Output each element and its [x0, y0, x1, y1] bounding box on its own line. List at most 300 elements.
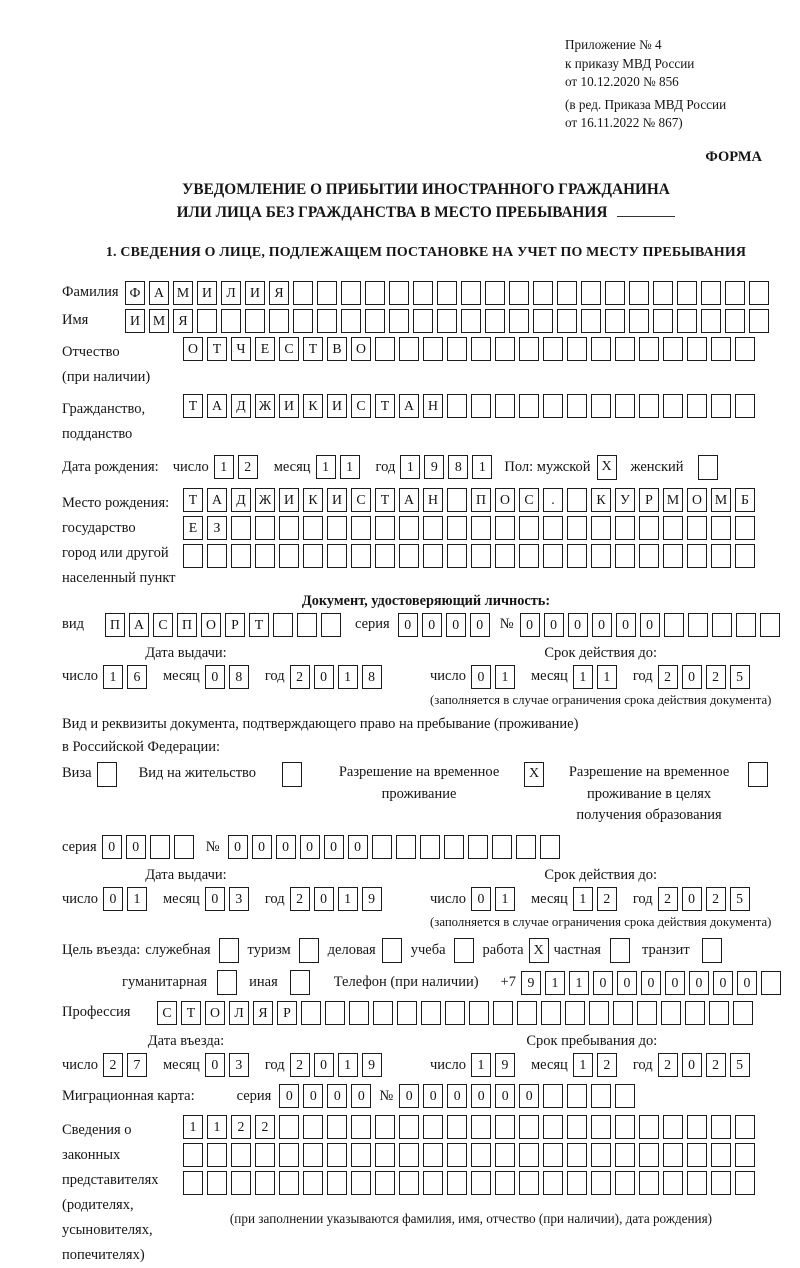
char-box[interactable] — [663, 1143, 683, 1167]
char-box[interactable]: Л — [229, 1001, 249, 1025]
char-box[interactable] — [372, 835, 392, 859]
char-box[interactable]: Т — [183, 394, 203, 418]
char-box[interactable] — [469, 1001, 489, 1025]
char-box[interactable]: 9 — [362, 887, 382, 911]
char-box[interactable]: 2 — [706, 1053, 726, 1077]
char-box[interactable]: 0 — [300, 835, 320, 859]
char-box[interactable] — [677, 281, 697, 305]
char-box[interactable] — [736, 613, 756, 637]
char-box[interactable] — [639, 337, 659, 361]
char-box[interactable] — [423, 516, 443, 540]
char-box[interactable]: 0 — [471, 887, 491, 911]
char-box[interactable]: 2 — [103, 1053, 123, 1077]
char-box[interactable]: 0 — [592, 613, 612, 637]
char-box[interactable]: И — [327, 394, 347, 418]
char-box[interactable] — [279, 1171, 299, 1195]
char-box[interactable]: 3 — [229, 1053, 249, 1077]
char-box[interactable] — [303, 1115, 323, 1139]
char-box[interactable] — [615, 544, 635, 568]
char-box[interactable] — [495, 544, 515, 568]
char-box[interactable] — [351, 1171, 371, 1195]
char-box[interactable]: Т — [375, 394, 395, 418]
char-box[interactable]: 0 — [616, 613, 636, 637]
char-box[interactable]: 0 — [314, 1053, 334, 1077]
char-box[interactable] — [437, 309, 457, 333]
char-box[interactable] — [447, 488, 467, 512]
char-box[interactable] — [327, 1115, 347, 1139]
char-box[interactable]: 2 — [658, 887, 678, 911]
char-box[interactable] — [567, 1084, 587, 1108]
char-box[interactable] — [413, 281, 433, 305]
char-box[interactable]: 0 — [446, 613, 466, 637]
char-box[interactable]: 1 — [207, 1115, 227, 1139]
char-box[interactable]: 0 — [640, 613, 660, 637]
char-box[interactable] — [399, 516, 419, 540]
char-box[interactable] — [629, 281, 649, 305]
char-box[interactable] — [468, 835, 488, 859]
char-box[interactable] — [413, 309, 433, 333]
char-box[interactable]: Т — [375, 488, 395, 512]
char-box[interactable] — [663, 516, 683, 540]
char-box[interactable]: 0 — [713, 971, 733, 995]
char-box[interactable] — [255, 516, 275, 540]
char-box[interactable] — [653, 309, 673, 333]
char-box[interactable] — [543, 516, 563, 540]
char-box[interactable]: 1 — [573, 1053, 593, 1077]
char-box[interactable]: Б — [735, 488, 755, 512]
char-box[interactable]: 8 — [448, 455, 468, 479]
char-box[interactable]: 2 — [290, 887, 310, 911]
char-box[interactable] — [471, 516, 491, 540]
char-box[interactable]: Е — [183, 516, 203, 540]
char-box[interactable] — [663, 1171, 683, 1195]
char-box[interactable] — [221, 309, 241, 333]
char-box[interactable]: 3 — [229, 887, 249, 911]
char-box[interactable]: А — [129, 613, 149, 637]
char-box[interactable] — [351, 516, 371, 540]
char-box[interactable]: 1 — [183, 1115, 203, 1139]
char-box[interactable] — [711, 544, 731, 568]
char-box[interactable] — [365, 281, 385, 305]
char-box[interactable] — [725, 281, 745, 305]
char-box[interactable]: К — [591, 488, 611, 512]
char-box[interactable]: А — [207, 394, 227, 418]
char-box[interactable] — [639, 1143, 659, 1167]
char-box[interactable] — [273, 613, 293, 637]
char-box[interactable]: Ж — [255, 488, 275, 512]
char-box[interactable]: Я — [253, 1001, 273, 1025]
char-box[interactable] — [615, 516, 635, 540]
char-box[interactable] — [629, 309, 649, 333]
char-box[interactable] — [735, 516, 755, 540]
char-box[interactable]: О — [205, 1001, 225, 1025]
char-box[interactable]: 1 — [338, 887, 358, 911]
char-box[interactable]: 5 — [730, 1053, 750, 1077]
char-box[interactable] — [303, 544, 323, 568]
char-box[interactable] — [279, 544, 299, 568]
char-box[interactable] — [567, 488, 587, 512]
char-box[interactable]: Т — [249, 613, 269, 637]
char-box[interactable] — [471, 1171, 491, 1195]
char-box[interactable]: 1 — [400, 455, 420, 479]
char-box[interactable]: 0 — [324, 835, 344, 859]
char-box[interactable] — [735, 1171, 755, 1195]
char-box[interactable]: 9 — [362, 1053, 382, 1077]
char-box[interactable] — [516, 835, 536, 859]
char-box[interactable]: П — [105, 613, 125, 637]
char-box[interactable]: 1 — [569, 971, 589, 995]
purpose-work-checkbox[interactable]: X — [529, 938, 549, 963]
char-box[interactable]: Я — [173, 309, 193, 333]
char-box[interactable]: Т — [207, 337, 227, 361]
char-box[interactable] — [687, 394, 707, 418]
char-box[interactable] — [269, 309, 289, 333]
char-box[interactable] — [495, 516, 515, 540]
char-box[interactable] — [711, 516, 731, 540]
char-box[interactable] — [231, 1143, 251, 1167]
char-box[interactable] — [421, 1001, 441, 1025]
char-box[interactable] — [495, 1143, 515, 1167]
char-box[interactable] — [533, 309, 553, 333]
char-box[interactable]: Е — [255, 337, 275, 361]
char-box[interactable] — [687, 337, 707, 361]
char-box[interactable]: 9 — [424, 455, 444, 479]
char-box[interactable]: 9 — [521, 971, 541, 995]
char-box[interactable] — [760, 613, 780, 637]
char-box[interactable] — [615, 394, 635, 418]
char-box[interactable] — [447, 1171, 467, 1195]
char-box[interactable] — [447, 337, 467, 361]
char-box[interactable] — [533, 281, 553, 305]
char-box[interactable]: 1 — [472, 455, 492, 479]
char-box[interactable]: 2 — [706, 887, 726, 911]
char-box[interactable] — [399, 1143, 419, 1167]
char-box[interactable] — [519, 544, 539, 568]
char-box[interactable]: С — [153, 613, 173, 637]
char-box[interactable]: У — [615, 488, 635, 512]
char-box[interactable] — [341, 309, 361, 333]
char-box[interactable] — [207, 1171, 227, 1195]
char-box[interactable] — [613, 1001, 633, 1025]
char-box[interactable] — [615, 1171, 635, 1195]
char-box[interactable]: 6 — [127, 665, 147, 689]
char-box[interactable] — [245, 309, 265, 333]
char-box[interactable]: 1 — [495, 665, 515, 689]
char-box[interactable] — [677, 309, 697, 333]
char-box[interactable] — [397, 1001, 417, 1025]
char-box[interactable] — [447, 544, 467, 568]
char-box[interactable] — [351, 544, 371, 568]
char-box[interactable] — [581, 309, 601, 333]
char-box[interactable]: 0 — [495, 1084, 515, 1108]
char-box[interactable] — [567, 516, 587, 540]
char-box[interactable] — [301, 1001, 321, 1025]
char-box[interactable] — [399, 1171, 419, 1195]
char-box[interactable]: 0 — [205, 887, 225, 911]
char-box[interactable] — [543, 544, 563, 568]
char-box[interactable] — [605, 309, 625, 333]
char-box[interactable] — [375, 337, 395, 361]
char-box[interactable]: 9 — [495, 1053, 515, 1077]
char-box[interactable] — [639, 1115, 659, 1139]
char-box[interactable] — [293, 309, 313, 333]
char-box[interactable]: И — [245, 281, 265, 305]
char-box[interactable]: 5 — [730, 665, 750, 689]
char-box[interactable] — [663, 337, 683, 361]
char-box[interactable]: 0 — [351, 1084, 371, 1108]
char-box[interactable]: 1 — [338, 665, 358, 689]
char-box[interactable]: 1 — [316, 455, 336, 479]
char-box[interactable] — [615, 1143, 635, 1167]
char-box[interactable] — [591, 1115, 611, 1139]
char-box[interactable]: Р — [639, 488, 659, 512]
char-box[interactable] — [591, 1143, 611, 1167]
char-box[interactable] — [519, 516, 539, 540]
char-box[interactable]: 0 — [617, 971, 637, 995]
char-box[interactable]: . — [543, 488, 563, 512]
char-box[interactable] — [174, 835, 194, 859]
char-box[interactable]: П — [471, 488, 491, 512]
char-box[interactable]: 0 — [228, 835, 248, 859]
char-box[interactable] — [471, 337, 491, 361]
char-box[interactable] — [365, 309, 385, 333]
char-box[interactable] — [605, 281, 625, 305]
char-box[interactable] — [375, 1171, 395, 1195]
char-box[interactable] — [711, 394, 731, 418]
char-box[interactable] — [317, 281, 337, 305]
char-box[interactable] — [519, 1171, 539, 1195]
char-box[interactable] — [567, 394, 587, 418]
char-box[interactable] — [735, 337, 755, 361]
char-box[interactable] — [351, 1143, 371, 1167]
char-box[interactable]: 0 — [102, 835, 122, 859]
char-box[interactable] — [447, 1143, 467, 1167]
char-box[interactable] — [543, 1115, 563, 1139]
char-box[interactable] — [701, 281, 721, 305]
char-box[interactable]: 8 — [229, 665, 249, 689]
char-box[interactable]: 2 — [290, 1053, 310, 1077]
char-box[interactable] — [293, 281, 313, 305]
char-box[interactable] — [663, 394, 683, 418]
char-box[interactable] — [519, 394, 539, 418]
char-box[interactable]: 1 — [545, 971, 565, 995]
char-box[interactable]: 0 — [471, 665, 491, 689]
temp-permit-edu-checkbox[interactable] — [748, 762, 768, 787]
char-box[interactable]: 2 — [255, 1115, 275, 1139]
char-box[interactable]: К — [303, 394, 323, 418]
char-box[interactable]: И — [279, 488, 299, 512]
char-box[interactable] — [255, 1143, 275, 1167]
char-box[interactable] — [471, 1115, 491, 1139]
char-box[interactable]: 1 — [214, 455, 234, 479]
char-box[interactable] — [231, 544, 251, 568]
char-box[interactable] — [687, 1143, 707, 1167]
char-box[interactable]: 0 — [327, 1084, 347, 1108]
char-box[interactable] — [349, 1001, 369, 1025]
char-box[interactable]: С — [157, 1001, 177, 1025]
char-box[interactable] — [687, 544, 707, 568]
visa-checkbox[interactable] — [97, 762, 117, 787]
char-box[interactable]: С — [519, 488, 539, 512]
char-box[interactable]: Р — [277, 1001, 297, 1025]
char-box[interactable]: 2 — [658, 665, 678, 689]
char-box[interactable] — [461, 281, 481, 305]
char-box[interactable]: Н — [423, 394, 443, 418]
char-box[interactable] — [420, 835, 440, 859]
char-box[interactable] — [399, 1115, 419, 1139]
char-box[interactable] — [255, 544, 275, 568]
char-box[interactable] — [543, 1171, 563, 1195]
char-box[interactable] — [639, 516, 659, 540]
char-box[interactable]: 0 — [665, 971, 685, 995]
char-box[interactable]: 0 — [399, 1084, 419, 1108]
char-box[interactable] — [567, 1171, 587, 1195]
char-box[interactable]: 2 — [597, 887, 617, 911]
char-box[interactable]: О — [351, 337, 371, 361]
char-box[interactable] — [519, 1143, 539, 1167]
char-box[interactable] — [150, 835, 170, 859]
char-box[interactable] — [687, 1171, 707, 1195]
char-box[interactable] — [591, 337, 611, 361]
purpose-humanitarian-checkbox[interactable] — [217, 970, 237, 995]
char-box[interactable] — [565, 1001, 585, 1025]
char-box[interactable]: С — [279, 337, 299, 361]
char-box[interactable] — [492, 835, 512, 859]
char-box[interactable]: 2 — [290, 665, 310, 689]
char-box[interactable]: А — [207, 488, 227, 512]
sex-female-checkbox[interactable] — [698, 455, 718, 480]
char-box[interactable] — [639, 544, 659, 568]
char-box[interactable] — [591, 516, 611, 540]
char-box[interactable]: 1 — [573, 887, 593, 911]
char-box[interactable] — [279, 1115, 299, 1139]
char-box[interactable] — [543, 394, 563, 418]
char-box[interactable] — [303, 1143, 323, 1167]
char-box[interactable] — [495, 337, 515, 361]
char-box[interactable]: Д — [231, 394, 251, 418]
char-box[interactable] — [712, 613, 732, 637]
char-box[interactable] — [540, 835, 560, 859]
char-box[interactable]: 0 — [314, 887, 334, 911]
char-box[interactable]: 2 — [706, 665, 726, 689]
char-box[interactable] — [509, 309, 529, 333]
char-box[interactable] — [615, 1115, 635, 1139]
char-box[interactable]: М — [149, 309, 169, 333]
char-box[interactable]: О — [201, 613, 221, 637]
char-box[interactable] — [653, 281, 673, 305]
char-box[interactable]: З — [207, 516, 227, 540]
char-box[interactable]: 2 — [597, 1053, 617, 1077]
char-box[interactable]: К — [303, 488, 323, 512]
char-box[interactable] — [447, 1115, 467, 1139]
char-box[interactable] — [639, 394, 659, 418]
char-box[interactable] — [519, 1115, 539, 1139]
char-box[interactable]: М — [663, 488, 683, 512]
char-box[interactable] — [341, 281, 361, 305]
char-box[interactable]: 2 — [231, 1115, 251, 1139]
char-box[interactable] — [495, 1115, 515, 1139]
char-box[interactable] — [471, 544, 491, 568]
char-box[interactable] — [589, 1001, 609, 1025]
char-box[interactable]: 0 — [593, 971, 613, 995]
char-box[interactable] — [711, 1171, 731, 1195]
char-box[interactable] — [423, 1171, 443, 1195]
char-box[interactable]: 0 — [279, 1084, 299, 1108]
char-box[interactable] — [303, 1171, 323, 1195]
char-box[interactable] — [375, 1143, 395, 1167]
char-box[interactable] — [327, 1143, 347, 1167]
char-box[interactable] — [317, 309, 337, 333]
char-box[interactable] — [423, 544, 443, 568]
char-box[interactable]: Д — [231, 488, 251, 512]
char-box[interactable] — [231, 1171, 251, 1195]
char-box[interactable]: 1 — [495, 887, 515, 911]
char-box[interactable] — [639, 1171, 659, 1195]
char-box[interactable] — [444, 835, 464, 859]
char-box[interactable] — [183, 544, 203, 568]
char-box[interactable] — [591, 394, 611, 418]
char-box[interactable]: 1 — [340, 455, 360, 479]
char-box[interactable] — [519, 337, 539, 361]
char-box[interactable] — [591, 1084, 611, 1108]
char-box[interactable] — [735, 544, 755, 568]
char-box[interactable]: А — [149, 281, 169, 305]
char-box[interactable] — [663, 1115, 683, 1139]
char-box[interactable]: 0 — [682, 887, 702, 911]
char-box[interactable] — [485, 281, 505, 305]
char-box[interactable] — [327, 544, 347, 568]
char-box[interactable] — [495, 394, 515, 418]
char-box[interactable]: А — [399, 394, 419, 418]
char-box[interactable] — [735, 1115, 755, 1139]
char-box[interactable]: 0 — [348, 835, 368, 859]
char-box[interactable]: 0 — [641, 971, 661, 995]
char-box[interactable]: 1 — [103, 665, 123, 689]
purpose-private-checkbox[interactable] — [610, 938, 630, 963]
char-box[interactable]: И — [125, 309, 145, 333]
purpose-business-checkbox[interactable] — [382, 938, 402, 963]
char-box[interactable]: О — [183, 337, 203, 361]
char-box[interactable]: А — [399, 488, 419, 512]
char-box[interactable]: 0 — [126, 835, 146, 859]
char-box[interactable] — [543, 1143, 563, 1167]
char-box[interactable]: 0 — [689, 971, 709, 995]
purpose-official-checkbox[interactable] — [219, 938, 239, 963]
char-box[interactable] — [567, 1115, 587, 1139]
char-box[interactable] — [509, 281, 529, 305]
char-box[interactable] — [423, 1115, 443, 1139]
char-box[interactable] — [725, 309, 745, 333]
char-box[interactable] — [685, 1001, 705, 1025]
char-box[interactable]: И — [197, 281, 217, 305]
purpose-study-checkbox[interactable] — [454, 938, 474, 963]
char-box[interactable]: М — [711, 488, 731, 512]
char-box[interactable]: О — [687, 488, 707, 512]
char-box[interactable]: 2 — [238, 455, 258, 479]
char-box[interactable]: 0 — [568, 613, 588, 637]
char-box[interactable] — [663, 544, 683, 568]
char-box[interactable] — [557, 281, 577, 305]
char-box[interactable] — [557, 309, 577, 333]
char-box[interactable]: М — [173, 281, 193, 305]
char-box[interactable]: Ф — [125, 281, 145, 305]
char-box[interactable] — [591, 544, 611, 568]
char-box[interactable] — [373, 1001, 393, 1025]
char-box[interactable]: Т — [303, 337, 323, 361]
char-box[interactable] — [297, 613, 317, 637]
char-box[interactable]: 0 — [520, 613, 540, 637]
char-box[interactable] — [581, 281, 601, 305]
